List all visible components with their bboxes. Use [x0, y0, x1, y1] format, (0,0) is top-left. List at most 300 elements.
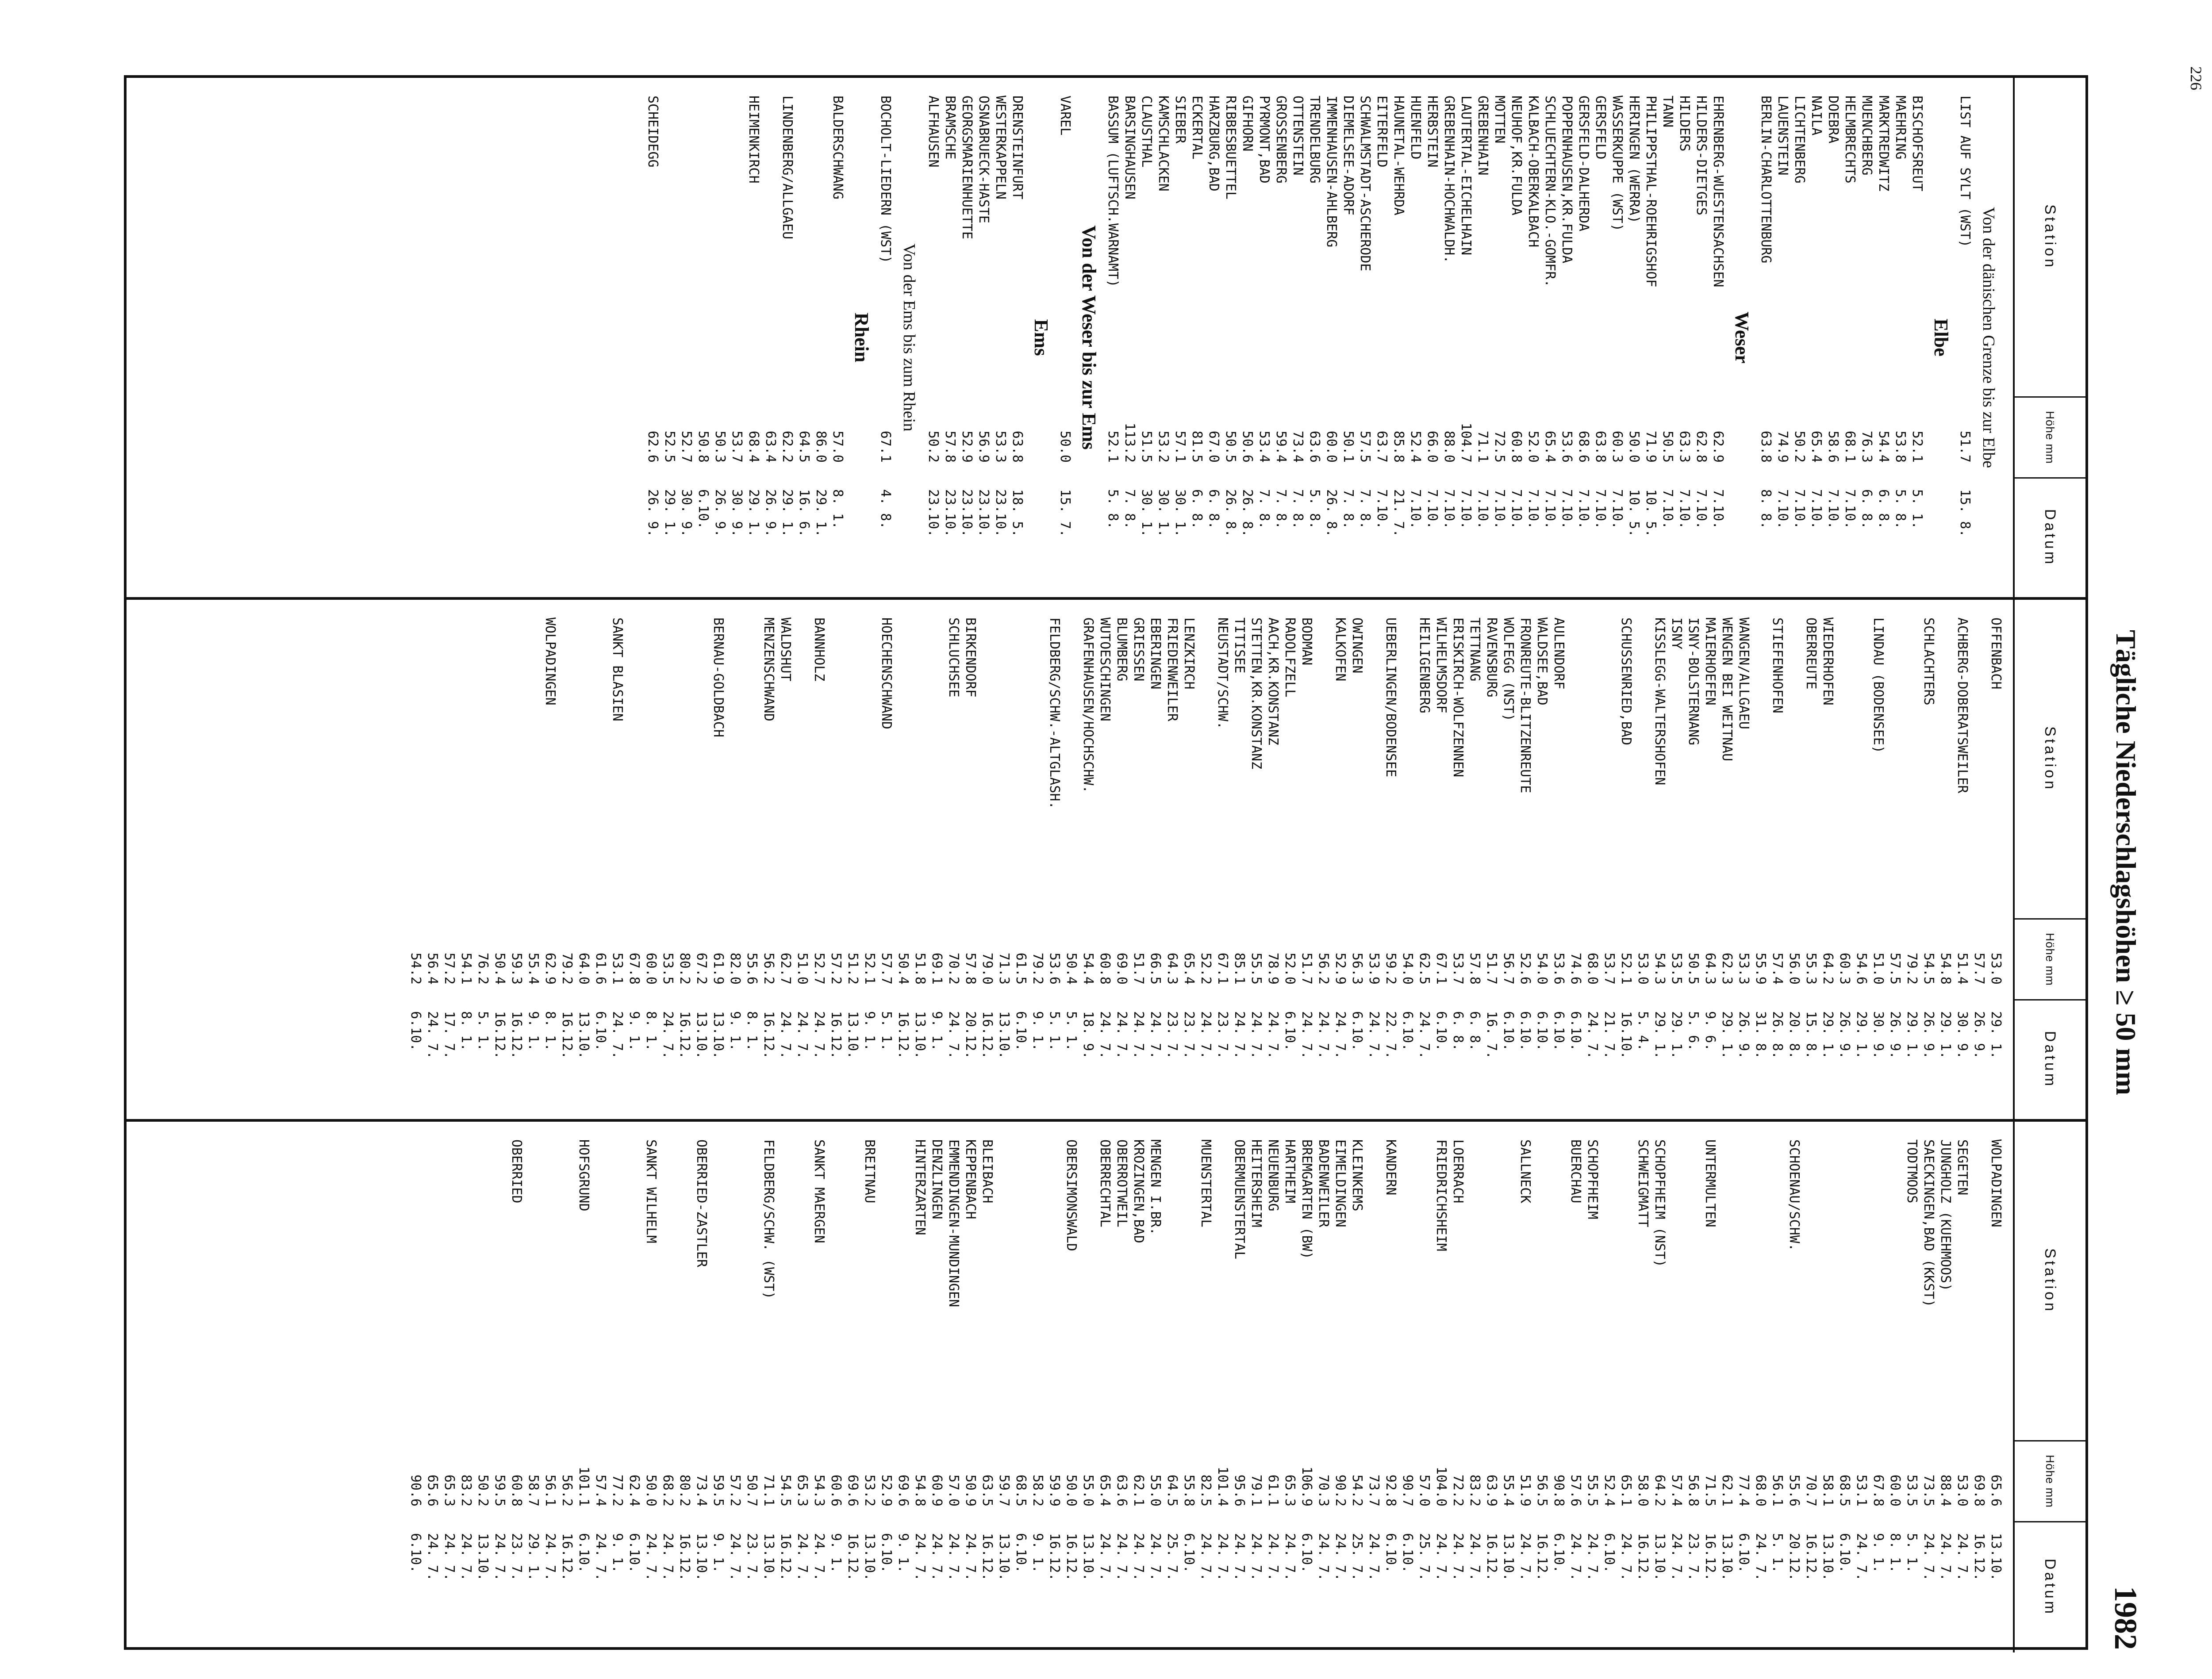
- hoehe-cell: 55.0: [1080, 1474, 1096, 1506]
- table-row: [1841, 78, 1858, 597]
- hoehe-cell: 82.0: [727, 952, 743, 985]
- station-cell: [1046, 1122, 1063, 1440]
- station-cell: BLUMBERG: [1114, 617, 1129, 682]
- datum-cell: 13.10.: [996, 1533, 1012, 1581]
- hoehe-cell: 52.1: [1909, 430, 1925, 463]
- station-cell: ISNY: [1669, 617, 1684, 650]
- station-cell: CLAUSTHAL: [1139, 96, 1154, 168]
- datum-cell: 9. 1.: [626, 1011, 642, 1051]
- station-cell: [659, 600, 676, 918]
- station-cell: [878, 1122, 895, 1440]
- datum-cell: 6.10.: [1282, 1011, 1298, 1051]
- column-header: [2013, 78, 2085, 597]
- datum-cell: 16.12.: [845, 1533, 860, 1581]
- station-cell: HERINGEN (WERRA): [1626, 96, 1642, 223]
- hoehe-cell: 50.5: [1660, 430, 1675, 463]
- station-cell: [457, 600, 474, 918]
- station-cell: [525, 1122, 541, 1440]
- hoehe-cell: 69.1: [929, 952, 945, 985]
- datum-cell: 24. 7.: [1467, 1533, 1482, 1581]
- table-row: [1231, 600, 1248, 1119]
- datum-cell: 24. 7.: [458, 1533, 474, 1581]
- table-row: [575, 1122, 592, 1652]
- hoehe-cell: 59.7: [996, 1474, 1012, 1506]
- hoehe-cell: 55.6: [1786, 1474, 1802, 1506]
- station-cell: HEILIGENBERG: [1417, 617, 1432, 713]
- hoehe-cell: 55.5: [1248, 952, 1264, 985]
- table-row: [1592, 78, 1609, 597]
- datum-cell: 13.10.: [996, 1011, 1012, 1059]
- table-row: [1808, 78, 1824, 597]
- station-cell: OFFENBACH: [1988, 617, 2004, 690]
- station-cell: JUNGHOLZ (KUEHMOOS): [1938, 1139, 1953, 1292]
- datum-cell: 24. 7.: [1215, 1533, 1230, 1581]
- table-row: [1332, 1122, 1348, 1652]
- station-cell: RAVENSBURG: [1484, 617, 1499, 698]
- station-cell: LICHTENBERG: [1792, 96, 1807, 184]
- table-row: [1281, 1122, 1298, 1652]
- table-rows-3: [407, 1122, 2013, 1652]
- datum-cell: 24. 7.: [1097, 1011, 1113, 1059]
- datum-cell: 9. 1.: [895, 1533, 911, 1573]
- station-cell: [661, 78, 678, 396]
- hoehe-cell: 78.9: [1265, 952, 1281, 985]
- hoehe-cell: 60.0: [643, 952, 659, 985]
- station-cell: WALDSEE,BAD: [1534, 617, 1550, 705]
- datum-cell: 9. 1.: [862, 1011, 877, 1051]
- station-cell: [711, 78, 728, 396]
- table-row: [1824, 78, 1841, 597]
- datum-cell: 6.10.: [1837, 1533, 1852, 1573]
- station-cell: [795, 78, 812, 396]
- station-cell: BIRKENDORF: [963, 617, 978, 698]
- hoehe-cell: 73.5: [1921, 1474, 1936, 1506]
- station-cell: [676, 600, 693, 918]
- station-cell: RIBBESBUETTEL: [1223, 96, 1238, 199]
- station-cell: [1416, 1122, 1432, 1440]
- datum-cell: 16. 6.: [796, 489, 812, 537]
- hoehe-cell: 62.8: [1694, 430, 1709, 463]
- datum-cell: 7.10.: [1710, 489, 1726, 529]
- datum-cell: 26. 9.: [763, 489, 778, 537]
- station-cell: [1164, 1122, 1180, 1440]
- table-row: [1701, 600, 1718, 1119]
- datum-cell: 13.10.: [1652, 1533, 1667, 1581]
- table-row: [827, 1122, 844, 1652]
- station-cell: WANGEN/ALLGAEU: [1736, 617, 1751, 729]
- header-datum: Datum: [2042, 1558, 2059, 1617]
- datum-cell: 24. 7.: [1131, 1011, 1146, 1059]
- station-cell: EMMENDINGEN-MUNDINGEN: [946, 1139, 961, 1307]
- station-cell: [794, 1122, 810, 1440]
- hoehe-cell: 64.5: [796, 430, 812, 463]
- hoehe-cell: 64.5: [1164, 1474, 1180, 1506]
- station-cell: BODMAN: [1299, 617, 1314, 666]
- table-row: [1954, 600, 1970, 1119]
- hoehe-cell: 71.1: [761, 1474, 776, 1506]
- station-cell: [1886, 600, 1903, 918]
- station-cell: [1365, 600, 1382, 918]
- datum-cell: 6.10.: [408, 1011, 423, 1051]
- table-row: [1870, 1122, 1886, 1652]
- datum-cell: 13.10.: [694, 1011, 709, 1059]
- header-hoehe: Höhe mm: [2015, 1441, 2085, 1522]
- datum-cell: 15. 8.: [1803, 1011, 1819, 1059]
- datum-cell: 7.10.: [1441, 489, 1457, 529]
- datum-cell: 29. 1.: [813, 489, 829, 537]
- datum-cell: 24. 7.: [929, 1533, 945, 1581]
- hoehe-cell: 73.4: [694, 1474, 709, 1506]
- station-cell: OBERREUTE: [1803, 617, 1819, 690]
- station-cell: BREITNAU: [862, 1139, 877, 1204]
- table-row: [644, 78, 661, 597]
- station-cell: OBERMUENSTERTAL: [1232, 1139, 1247, 1259]
- hoehe-cell: 90.2: [1333, 1474, 1348, 1506]
- hoehe-cell: 65.3: [442, 1474, 457, 1506]
- station-cell: ALFHAUSEN: [926, 96, 941, 168]
- hoehe-cell: 50.2: [475, 1474, 491, 1506]
- station-cell: SCHOPFHEIM (NST): [1652, 1139, 1667, 1267]
- station-cell: GREBENHAIN: [1475, 96, 1490, 176]
- station-cell: MENZENSCHWAND: [761, 617, 776, 721]
- hoehe-cell: 90.8: [1551, 1474, 1567, 1506]
- hoehe-cell: 61.5: [1013, 952, 1029, 985]
- table-row: [1298, 600, 1315, 1119]
- hoehe-cell: 53.0: [1635, 952, 1651, 985]
- hoehe-cell: 64.0: [576, 952, 591, 985]
- hoehe-cell: 60.8: [509, 1474, 524, 1506]
- table-row: [928, 600, 945, 1119]
- station-cell: KALBACH-OBERKALBACH: [1525, 96, 1541, 248]
- datum-cell: 16.12.: [1635, 1533, 1651, 1581]
- hoehe-cell: 56.5: [1534, 1474, 1550, 1506]
- hoehe-cell: 65.4: [1542, 430, 1558, 463]
- datum-cell: 30. 9.: [1955, 1011, 1970, 1059]
- station-cell: [1819, 1122, 1836, 1440]
- table-row: [1937, 600, 1954, 1119]
- table-row: [1432, 1122, 1449, 1652]
- datum-cell: 13.10.: [1988, 1533, 2004, 1581]
- station-cell: BUERCHAU: [1568, 1139, 1583, 1204]
- datum-cell: 23. 7.: [1215, 1011, 1230, 1059]
- table-row: [1365, 600, 1382, 1119]
- hoehe-cell: 79.2: [1904, 952, 1920, 985]
- datum-cell: 24. 7.: [425, 1533, 440, 1581]
- hoehe-cell: 50.0: [1057, 430, 1073, 463]
- datum-cell: 26. 9.: [1971, 1011, 1987, 1059]
- hoehe-cell: 62.6: [645, 430, 661, 463]
- hoehe-cell: 55.4: [1501, 1474, 1516, 1506]
- hoehe-cell: 69.0: [1114, 952, 1129, 985]
- hoehe-cell: 50.0: [1626, 430, 1642, 463]
- table-row: [642, 1122, 659, 1652]
- station-cell: HOECHENSCHWAND: [879, 617, 894, 729]
- table-row: [895, 1122, 911, 1652]
- datum-cell: 24. 7.: [1282, 1533, 1298, 1581]
- hoehe-cell: 52.5: [662, 430, 677, 463]
- datum-cell: 16.12.: [492, 1011, 507, 1059]
- datum-cell: 25. 7.: [1417, 1533, 1432, 1581]
- datum-cell: 16.12.: [828, 1011, 844, 1059]
- hoehe-cell: 52.0: [1525, 430, 1541, 463]
- station-cell: [1970, 600, 1987, 918]
- station-cell: GIFHORN: [1240, 96, 1255, 152]
- station-cell: [1617, 1122, 1634, 1440]
- hoehe-cell: 57.2: [727, 1474, 743, 1506]
- table-row: [710, 1122, 726, 1652]
- station-cell: TRENDELBURG: [1307, 96, 1322, 184]
- hoehe-cell: 92.8: [1383, 1474, 1398, 1506]
- station-cell: [642, 600, 659, 918]
- hoehe-cell: 50.2: [1792, 430, 1807, 463]
- datum-cell: 16. 7.: [1484, 1011, 1499, 1059]
- station-cell: [1483, 1122, 1500, 1440]
- table-row: [844, 600, 861, 1119]
- table-row: [1188, 78, 1205, 597]
- table-row: [743, 600, 760, 1119]
- station-cell: WOLPADINGEN: [542, 617, 558, 705]
- hoehe-cell: 74.9: [1775, 430, 1790, 463]
- station-cell: KANDERN: [1383, 1139, 1398, 1196]
- station-cell: SALLNECK: [1517, 1139, 1533, 1204]
- header-datum: Datum: [2042, 1031, 2059, 1089]
- datum-cell: 6.10.: [1736, 1533, 1751, 1573]
- datum-cell: 9. 1.: [1030, 1011, 1045, 1051]
- station-cell: [626, 600, 642, 918]
- station-cell: STETTEN,KR.KONSTANZ: [1248, 617, 1264, 770]
- station-cell: HARZBURG,BAD: [1206, 96, 1221, 192]
- station-cell: DENZLINGEN: [929, 1139, 945, 1219]
- table-row: [474, 600, 491, 1119]
- station-cell: SAECKINGEN,BAD (KKST): [1921, 1139, 1936, 1307]
- table-row: [1264, 1122, 1281, 1652]
- station-cell: DIEMELSEE-ADORF: [1340, 96, 1356, 215]
- datum-cell: 7.10.: [1576, 489, 1591, 529]
- station-cell: WOLPADINGEN: [1988, 1139, 2004, 1227]
- hoehe-cell: 63.8: [1758, 430, 1774, 463]
- hoehe-cell: 50.4: [1064, 952, 1079, 985]
- datum-cell: 24. 7.: [1316, 1533, 1331, 1581]
- hoehe-cell: 53.9: [1366, 952, 1382, 985]
- station-cell: VAREL: [1057, 96, 1073, 136]
- hoehe-cell: 60.9: [929, 1474, 945, 1506]
- hoehe-cell: 57.4: [1669, 1474, 1684, 1506]
- station-cell: [441, 600, 457, 918]
- station-cell: [827, 600, 844, 918]
- hoehe-cell: 50.8: [695, 430, 711, 463]
- station-cell: [1685, 1122, 1701, 1440]
- station-cell: [1063, 600, 1079, 918]
- hoehe-cell: 56.0: [1786, 952, 1802, 985]
- datum-cell: 6.10.: [1013, 1011, 1029, 1051]
- datum-cell: 29. 1.: [1938, 1011, 1953, 1059]
- hoehe-cell: 51.7: [1131, 952, 1146, 985]
- station-cell: [1634, 600, 1651, 918]
- datum-cell: 24. 7.: [1316, 1011, 1331, 1059]
- datum-cell: 24. 7.: [1753, 1533, 1768, 1581]
- table-row: [1197, 1122, 1214, 1652]
- table-row: [1138, 78, 1155, 597]
- datum-cell: 24. 7.: [1333, 1011, 1348, 1059]
- station-cell: LAUENSTEIN: [1775, 96, 1790, 176]
- datum-cell: 6.10.: [1181, 1533, 1197, 1573]
- station-cell: LINDAU (BODENSEE): [1870, 617, 1886, 754]
- datum-cell: 24. 7.: [442, 1533, 457, 1581]
- table-row: [1029, 1122, 1046, 1652]
- table-row: [1009, 78, 1025, 597]
- table-row: [1774, 78, 1791, 597]
- table-row: [1390, 78, 1407, 597]
- hoehe-cell: 56.7: [1501, 952, 1516, 985]
- station-cell: SCHLUECHTERN-KLO.-GOMFR.: [1542, 96, 1558, 288]
- station-cell: OTTENSTEIN: [1290, 96, 1306, 176]
- hoehe-cell: 69.8: [1971, 1474, 1987, 1506]
- hoehe-cell: 67.1: [878, 430, 893, 463]
- station-cell: OSNABRUECK-HASTE: [976, 96, 991, 223]
- table-row: [1315, 600, 1332, 1119]
- hoehe-cell: 58.7: [526, 1474, 541, 1506]
- station-cell: [407, 600, 424, 918]
- hoehe-cell: 64.3: [1702, 952, 1718, 985]
- station-cell: OBERROTWEIL: [1114, 1139, 1129, 1227]
- hoehe-cell: 80.2: [677, 952, 692, 985]
- datum-cell: 23. 7.: [1164, 1011, 1180, 1059]
- column-header: [2013, 1122, 2085, 1652]
- datum-cell: 24. 7.: [795, 1011, 810, 1059]
- station-cell: [558, 1122, 575, 1440]
- hoehe-cell: 81.5: [1189, 430, 1205, 463]
- table-row: [795, 78, 812, 597]
- station-cell: TITISEE: [1232, 617, 1247, 674]
- hoehe-cell: 68.0: [1585, 952, 1600, 985]
- datum-cell: 23.10.: [976, 489, 991, 537]
- table-row: [1121, 78, 1138, 597]
- table-row: [1769, 1122, 1786, 1652]
- datum-cell: 6.10.: [626, 1533, 642, 1573]
- station-cell: [743, 600, 760, 918]
- hoehe-cell: 50.4: [492, 952, 507, 985]
- hoehe-cell: 52.9: [1333, 952, 1348, 985]
- station-cell: [1601, 600, 1617, 918]
- station-cell: [693, 600, 710, 918]
- station-cell: WESTERKAPPELN: [993, 96, 1008, 199]
- table-row: [1365, 1122, 1382, 1652]
- station-cell: [1735, 1122, 1752, 1440]
- hoehe-cell: 63.6: [1307, 430, 1322, 463]
- table-row: [1752, 600, 1769, 1119]
- station-cell: [1214, 1122, 1231, 1440]
- station-cell: FRIEDRICHSHEIM: [1433, 1139, 1449, 1251]
- datum-cell: 24. 7.: [1568, 1533, 1583, 1581]
- hoehe-cell: 60.3: [1837, 952, 1852, 985]
- table-row: [1853, 1122, 1870, 1652]
- table-row: [1500, 600, 1517, 1119]
- table-row: [609, 600, 626, 1119]
- station-cell: MUENCHBERG: [1859, 96, 1874, 176]
- hoehe-cell: 56.4: [425, 952, 440, 985]
- hoehe-cell: 50.4: [895, 952, 911, 985]
- station-cell: [592, 600, 609, 918]
- table-row: [861, 600, 878, 1119]
- hoehe-cell: 56.9: [976, 430, 991, 463]
- station-cell: EBERINGEN: [1148, 617, 1163, 690]
- station-cell: EHRENBERG-WUESTENSACHSEN: [1710, 96, 1726, 288]
- datum-cell: 30. 1.: [1139, 489, 1154, 537]
- hoehe-cell: 63.8: [1010, 430, 1025, 463]
- hoehe-cell: 70.3: [1316, 1474, 1331, 1506]
- table-row: [1096, 600, 1113, 1119]
- hoehe-cell: 68.1: [1842, 430, 1858, 463]
- table-row: [1382, 600, 1399, 1119]
- station-cell: TODTMOOS: [1904, 1139, 1920, 1204]
- datum-cell: 23. 7.: [509, 1533, 524, 1581]
- station-cell: [525, 600, 541, 918]
- datum-cell: 23. 7.: [1181, 1011, 1197, 1059]
- table-row: [1500, 1122, 1517, 1652]
- datum-cell: 7.10.: [1509, 489, 1524, 529]
- datum-cell: 30. 9.: [729, 489, 745, 537]
- station-cell: BRAMSCHE: [942, 96, 958, 160]
- datum-cell: 30. 1.: [1172, 489, 1188, 537]
- datum-cell: 24. 7.: [1955, 1533, 1970, 1581]
- datum-cell: 13.10.: [912, 1011, 928, 1059]
- station-cell: [1853, 600, 1870, 918]
- station-cell: WIEDERHOFEN: [1820, 617, 1836, 705]
- hoehe-cell: 59.9: [1047, 1474, 1062, 1506]
- station-cell: MENGEN I.BR.: [1148, 1139, 1163, 1235]
- table-row: [678, 78, 695, 597]
- datum-cell: 6.10.: [1383, 1533, 1398, 1573]
- table-row: [1272, 78, 1289, 597]
- datum-cell: 8. 1.: [643, 1011, 659, 1051]
- station-cell: [558, 600, 575, 918]
- table-row: [1449, 600, 1466, 1119]
- table-row: [945, 600, 962, 1119]
- table-row: [1289, 78, 1306, 597]
- station-cell: [1802, 1122, 1819, 1440]
- table-row: [1248, 1122, 1264, 1652]
- datum-cell: 5. 6.: [1686, 1011, 1701, 1051]
- datum-cell: 10. 5.: [1626, 489, 1642, 537]
- hoehe-cell: 62.5: [1417, 952, 1432, 985]
- hoehe-cell: 71.3: [996, 952, 1012, 985]
- datum-cell: 29. 1.: [780, 489, 795, 537]
- hoehe-cell: 77.2: [610, 1474, 625, 1506]
- table-row: [1709, 78, 1726, 597]
- hoehe-cell: 57.0: [1417, 1474, 1432, 1506]
- datum-cell: 5. 1.: [1904, 1533, 1920, 1573]
- datum-cell: 26. 8.: [1240, 489, 1255, 537]
- table-row: [844, 1122, 861, 1652]
- datum-cell: 13.10.: [576, 1011, 591, 1059]
- station-cell: UNTERMULTEN: [1702, 1139, 1718, 1227]
- hoehe-cell: 85.8: [1391, 430, 1406, 463]
- table-row: [1601, 600, 1617, 1119]
- hoehe-cell: 57.0: [830, 430, 845, 463]
- station-cell: RADOLFZELL: [1282, 617, 1298, 698]
- station-cell: IMMENHAUSEN-AHLBERG: [1324, 96, 1339, 248]
- station-cell: OWINGEN: [1349, 617, 1365, 674]
- datum-cell: 7. 8.: [1256, 489, 1272, 529]
- table-row: [1231, 1122, 1248, 1652]
- hoehe-cell: 55.8: [1181, 1474, 1197, 1506]
- station-cell: [726, 1122, 743, 1440]
- station-cell: [1836, 600, 1853, 918]
- hoehe-cell: 53.2: [862, 1474, 877, 1506]
- table-row: [1735, 1122, 1752, 1652]
- station-cell: HOFSGRUND: [576, 1139, 591, 1211]
- table-row: [1584, 1122, 1601, 1652]
